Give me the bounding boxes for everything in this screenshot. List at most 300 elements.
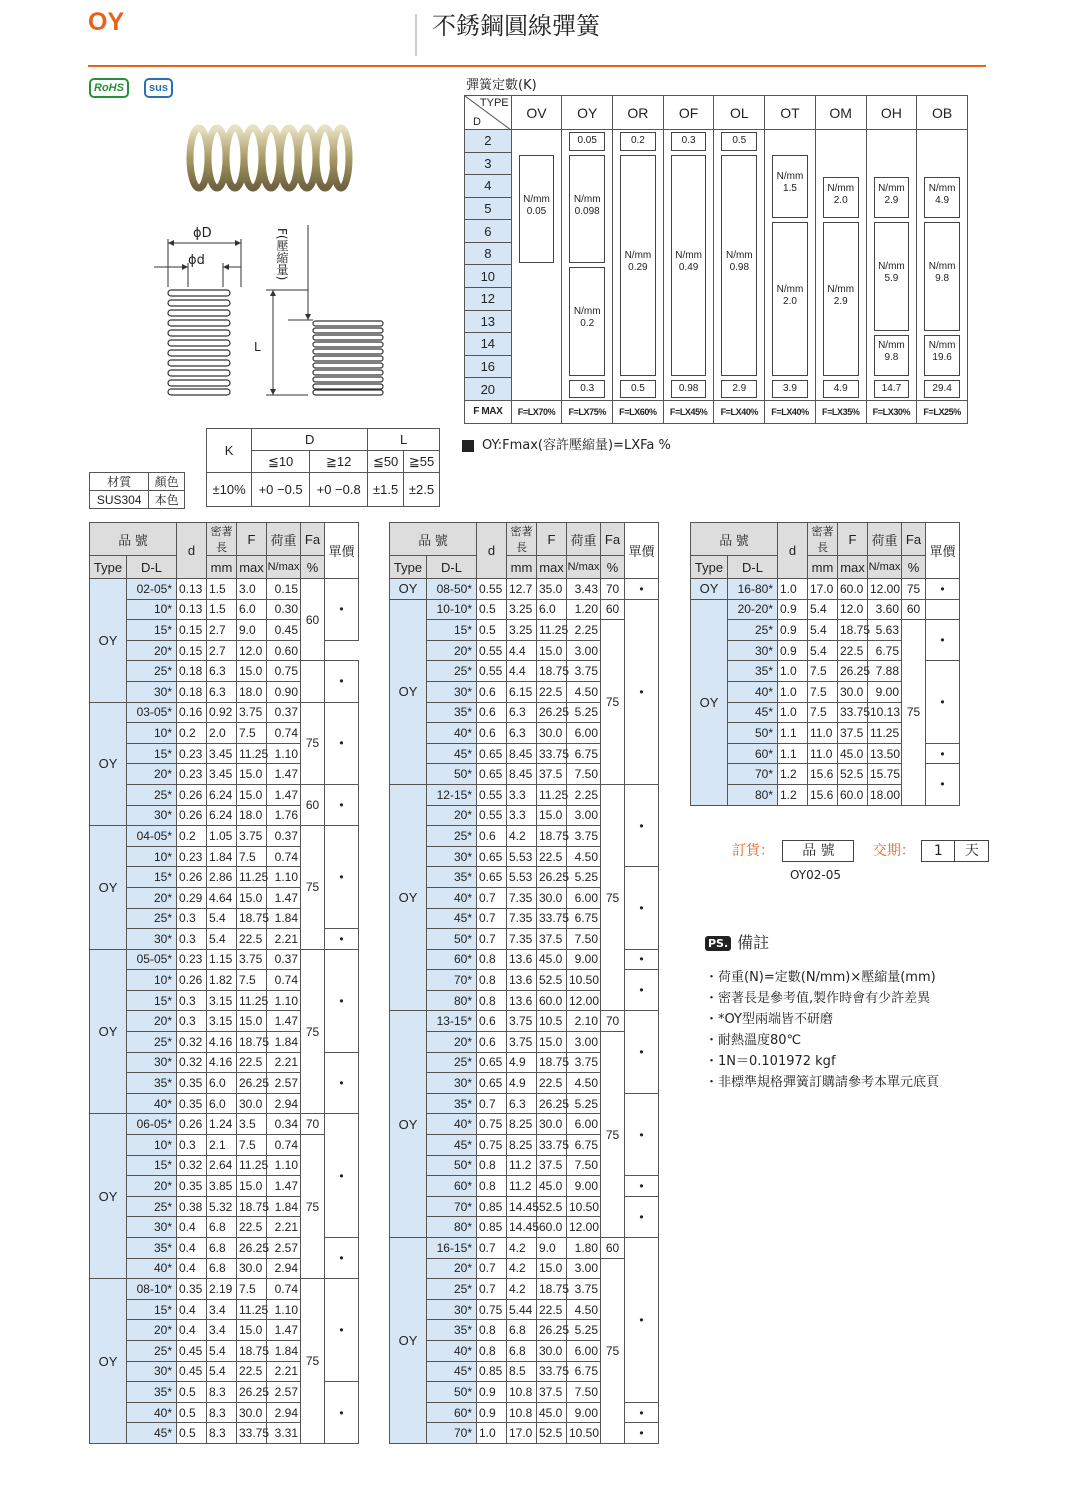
tol-k: ±10% — [207, 473, 252, 507]
d-cell: 0.2 — [177, 723, 207, 744]
k-value-box: 14.7 — [874, 380, 910, 399]
spring-diagram — [148, 215, 398, 405]
dl-cell: 40* — [427, 723, 477, 744]
dense-length-cell: 7.35 — [507, 908, 537, 929]
d-cell: 0.3 — [177, 1011, 207, 1032]
dense-length-cell: 6.15 — [507, 681, 537, 702]
dl-cell: 20* — [427, 1258, 477, 1279]
d-cell: 0.6 — [477, 1032, 507, 1053]
dl-cell: 02-05* — [127, 579, 177, 600]
d-cell: 1.0 — [778, 681, 808, 702]
d-cell: 0.16 — [177, 702, 207, 723]
f-max-cell: 30.0 — [237, 1093, 267, 1114]
load-cell: 2.25 — [567, 784, 601, 805]
dense-length-cell: 17.0 — [507, 1423, 537, 1444]
fmax-value: F=LX70% — [511, 401, 562, 424]
fmax-value: F=LX75% — [562, 401, 613, 424]
col-head-f: F — [537, 523, 567, 556]
f-max-cell: 11.25 — [237, 1299, 267, 1320]
load-cell: 3.31 — [267, 1423, 301, 1444]
dl-cell: 40* — [127, 1093, 177, 1114]
dense-length-cell: 1.82 — [207, 970, 237, 991]
ps-icon: PS. — [705, 936, 731, 951]
dl-cell: 30* — [127, 1361, 177, 1382]
d-cell: 0.23 — [177, 764, 207, 785]
price-cell[interactable]: • — [625, 1011, 659, 1093]
dl-cell: 70* — [427, 1196, 477, 1217]
f-max-cell: 11.25 — [537, 784, 567, 805]
label-outer-diameter: ϕD — [193, 226, 212, 241]
dense-length-cell: 5.4 — [207, 929, 237, 950]
dl-cell: 40* — [427, 1340, 477, 1361]
dl-cell: 50* — [427, 1155, 477, 1176]
load-cell: 2.94 — [267, 1402, 301, 1423]
f-max-cell: 15.0 — [537, 640, 567, 661]
dl-cell: 25* — [127, 661, 177, 682]
d-cell: 0.4 — [177, 1238, 207, 1259]
d-cell: 0.3 — [177, 908, 207, 929]
fa-cell: 75 — [601, 1258, 625, 1443]
sus-badge: sus — [144, 78, 173, 98]
load-cell: 9.00 — [567, 1402, 601, 1423]
dense-length-cell: 11.2 — [507, 1176, 537, 1197]
d-cell: 0.55 — [477, 640, 507, 661]
price-cell[interactable]: • — [926, 620, 960, 661]
dl-cell: 25* — [127, 1196, 177, 1217]
d-value: 20 — [465, 378, 512, 401]
dl-cell: 03-05* — [127, 702, 177, 723]
dense-length-cell: 4.4 — [507, 661, 537, 682]
dl-cell: 15* — [127, 620, 177, 641]
dense-length-cell: 5.53 — [507, 867, 537, 888]
dense-length-cell: 8.3 — [207, 1423, 237, 1444]
f-max-cell: 60.0 — [838, 784, 868, 805]
dl-cell: 45* — [427, 743, 477, 764]
dl-cell: 06-05* — [127, 1114, 177, 1135]
fmax-value: F=LX30% — [866, 401, 917, 424]
price-cell[interactable]: • — [325, 1114, 359, 1238]
type-cell: OY — [390, 1011, 427, 1238]
d-cell: 0.75 — [477, 1299, 507, 1320]
tol-head-d: D — [252, 429, 368, 451]
price-cell[interactable]: • — [625, 1238, 659, 1403]
d-cell: 0.29 — [177, 887, 207, 908]
dense-length-cell: 6.8 — [207, 1258, 237, 1279]
f-max-cell: 37.5 — [537, 1155, 567, 1176]
f-max-cell: 18.75 — [537, 1052, 567, 1073]
dl-cell: 04-05* — [127, 826, 177, 847]
load-cell: 0.90 — [267, 681, 301, 702]
dense-length-cell: 5.32 — [207, 1196, 237, 1217]
col-head-pct: % — [902, 556, 926, 579]
note-item: ・荷重(N)=定數(N/mm)×壓縮量(mm) — [705, 970, 936, 985]
dense-length-cell: 3.25 — [507, 599, 537, 620]
f-max-cell: 15.0 — [537, 1032, 567, 1053]
load-cell: 7.88 — [868, 661, 902, 682]
fa-cell: 70 — [601, 1011, 625, 1032]
fmax-value: F=LX40% — [714, 401, 765, 424]
dl-cell: 20* — [127, 887, 177, 908]
dl-cell: 10* — [127, 846, 177, 867]
dl-cell: 45* — [427, 1135, 477, 1156]
price-cell[interactable]: • — [325, 579, 359, 641]
dl-cell: 35* — [127, 1073, 177, 1094]
dense-length-cell: 6.3 — [207, 681, 237, 702]
f-max-cell: 18.0 — [237, 805, 267, 826]
type-header: OR — [613, 96, 664, 130]
f-max-cell: 26.25 — [237, 1238, 267, 1259]
load-cell: 10.50 — [567, 1423, 601, 1444]
f-max-cell: 11.25 — [537, 620, 567, 641]
f-max-cell: 52.5 — [537, 1196, 567, 1217]
dl-cell: 45* — [427, 1361, 477, 1382]
dl-cell: 80* — [427, 1217, 477, 1238]
header-rule — [88, 65, 986, 67]
load-cell: 18.00 — [868, 784, 902, 805]
d-cell: 0.8 — [477, 1340, 507, 1361]
load-cell: 1.84 — [267, 908, 301, 929]
price-cell[interactable]: • — [325, 661, 359, 702]
type-header: OY — [562, 96, 613, 130]
dense-length-cell: 4.9 — [507, 1052, 537, 1073]
label-length: L — [254, 340, 261, 354]
load-cell: 1.76 — [267, 805, 301, 826]
d-cell: 0.6 — [477, 1011, 507, 1032]
dense-length-cell: 3.4 — [207, 1299, 237, 1320]
fmax-value: F=LX45% — [663, 401, 714, 424]
load-cell: 0.30 — [267, 599, 301, 620]
load-cell: 3.75 — [567, 1052, 601, 1073]
f-max-cell: 7.5 — [237, 1279, 267, 1300]
f-max-cell: 15.0 — [237, 1176, 267, 1197]
k-value-box: 0.05 — [569, 132, 605, 151]
d-cell: 1.1 — [778, 743, 808, 764]
load-cell: 1.84 — [267, 1032, 301, 1053]
load-cell: 3.75 — [567, 826, 601, 847]
col-head-price: 單價 — [625, 523, 659, 579]
price-cell[interactable]: • — [325, 1238, 359, 1279]
k-value-box: 29.4 — [924, 380, 960, 399]
type-cell: OY — [390, 1238, 427, 1444]
d-cell: 1.0 — [778, 702, 808, 723]
label-wire-diameter: ϕd — [188, 253, 205, 268]
load-cell: 0.34 — [267, 1114, 301, 1135]
dense-length-cell: 14.45 — [507, 1217, 537, 1238]
d-value: 14 — [465, 333, 512, 356]
price-cell[interactable]: • — [625, 949, 659, 970]
price-cell[interactable]: • — [926, 743, 960, 764]
price-cell[interactable]: • — [325, 929, 359, 950]
col-head-max: max — [838, 556, 868, 579]
dl-cell: 35* — [127, 1382, 177, 1403]
d-value: 8 — [465, 242, 512, 265]
dl-cell: 50* — [427, 764, 477, 785]
tol-head-k: K — [207, 429, 252, 473]
type-column — [714, 130, 765, 401]
load-cell: 1.10 — [267, 990, 301, 1011]
f-max-cell: 26.25 — [237, 1382, 267, 1403]
load-cell: 3.00 — [567, 1032, 601, 1053]
load-cell: 0.75 — [267, 661, 301, 682]
lead-days-box[interactable]: 1 — [921, 840, 955, 862]
fmax-label: F MAX — [465, 401, 512, 424]
k-value-box: N/mm 0.098 — [569, 155, 605, 264]
col-head-part-number: 品 號 — [390, 523, 477, 556]
dense-length-cell: 5.53 — [507, 846, 537, 867]
f-max-cell: 37.5 — [537, 929, 567, 950]
fa-cell: 75 — [902, 579, 926, 600]
tol-dv1: +0 −0.5 — [252, 473, 310, 507]
fa-cell: 75 — [601, 620, 625, 785]
price-cell[interactable]: • — [926, 579, 960, 600]
k-value-box: N/mm 2.0 — [823, 177, 859, 218]
load-cell: 2.94 — [267, 1093, 301, 1114]
table-row — [390, 1238, 659, 1259]
d-cell: 0.65 — [477, 764, 507, 785]
dl-cell: 30* — [427, 1299, 477, 1320]
dl-cell: 25* — [127, 1340, 177, 1361]
d-cell: 0.7 — [477, 1279, 507, 1300]
dl-cell: 30* — [427, 846, 477, 867]
type-cell: OY — [90, 1279, 127, 1444]
col-head-load: 荷重 — [868, 523, 902, 556]
dl-cell: 25* — [427, 826, 477, 847]
price-cell[interactable]: • — [625, 1402, 659, 1423]
f-max-cell: 18.75 — [237, 1032, 267, 1053]
dense-length-cell: 13.6 — [507, 970, 537, 991]
price-cell[interactable]: • — [325, 784, 359, 825]
f-max-cell: 7.5 — [237, 723, 267, 744]
d-cell: 0.65 — [477, 1052, 507, 1073]
k-value-box: 0.3 — [569, 380, 605, 399]
f-max-cell: 10.5 — [537, 1011, 567, 1032]
price-cell[interactable]: • — [325, 1052, 359, 1114]
order-part-box[interactable]: 品 號 — [782, 840, 854, 862]
price-cell[interactable]: • — [625, 579, 659, 600]
table-row — [691, 620, 960, 641]
dense-length-cell: 1.05 — [207, 826, 237, 847]
dl-cell: 45* — [427, 908, 477, 929]
d-cell: 0.65 — [477, 743, 507, 764]
d-cell: 0.8 — [477, 970, 507, 991]
col-head-d: d — [177, 523, 207, 579]
page-title: 不銹鋼圓線彈簧 — [432, 12, 600, 40]
dense-length-cell: 6.0 — [207, 1093, 237, 1114]
dense-length-cell: 3.75 — [507, 1011, 537, 1032]
k-value-box: N/mm 2.0 — [772, 222, 808, 376]
table-row — [390, 1011, 659, 1032]
price-cell[interactable]: • — [625, 599, 659, 784]
f-max-cell: 22.5 — [237, 1052, 267, 1073]
price-cell[interactable]: • — [325, 826, 359, 929]
load-cell: 3.75 — [567, 661, 601, 682]
f-max-cell: 26.25 — [537, 702, 567, 723]
type-column — [815, 130, 866, 401]
load-cell: 10.13 — [868, 702, 902, 723]
dense-length-cell: 1.5 — [207, 579, 237, 600]
col-head-f: F — [237, 523, 267, 556]
dense-length-cell: 12.7 — [507, 579, 537, 600]
dense-length-cell: 8.45 — [507, 764, 537, 785]
load-cell: 3.00 — [567, 640, 601, 661]
d-cell: 0.7 — [477, 1093, 507, 1114]
d-cell: 0.65 — [477, 846, 507, 867]
d-cell: 0.23 — [177, 846, 207, 867]
dl-cell: 60* — [427, 949, 477, 970]
dense-length-cell: 8.25 — [507, 1135, 537, 1156]
load-cell: 5.25 — [567, 1093, 601, 1114]
f-max-cell: 18.75 — [537, 826, 567, 847]
price-cell[interactable]: • — [625, 1093, 659, 1175]
type-cell: OY — [90, 949, 127, 1114]
dl-cell: 25* — [127, 908, 177, 929]
d-cell: 0.8 — [477, 1320, 507, 1341]
fa-cell: 60 — [601, 1238, 625, 1259]
dl-cell: 30* — [127, 1217, 177, 1238]
dense-length-cell: 4.16 — [207, 1052, 237, 1073]
load-cell: 11.25 — [868, 723, 902, 744]
dl-cell: 10* — [127, 1135, 177, 1156]
price-cell[interactable]: • — [625, 970, 659, 1011]
dense-length-cell: 7.35 — [507, 887, 537, 908]
d-cell: 0.85 — [477, 1217, 507, 1238]
col-head-load: 荷重 — [267, 523, 301, 556]
price-cell[interactable]: • — [926, 661, 960, 743]
k-value-box: N/mm 0.2 — [569, 267, 605, 376]
type-label: TYPE — [479, 97, 509, 109]
col-head-type: Type — [90, 556, 127, 579]
table-row — [90, 949, 359, 970]
load-cell: 4.50 — [567, 1073, 601, 1094]
d-cell: 0.65 — [477, 1073, 507, 1094]
fa-cell: 75 — [301, 1279, 325, 1444]
dense-length-cell: 7.5 — [808, 702, 838, 723]
dense-length-cell: 3.3 — [507, 805, 537, 826]
f-max-cell: 15.0 — [237, 1320, 267, 1341]
d-cell: 0.3 — [177, 929, 207, 950]
fa-cell: 75 — [902, 620, 926, 805]
material-table — [89, 472, 185, 509]
dense-length-cell: 5.44 — [507, 1299, 537, 1320]
price-cell[interactable]: • — [926, 764, 960, 805]
price-cell[interactable] — [926, 599, 960, 620]
k-value-box: N/mm 0.29 — [620, 155, 656, 376]
dense-length-cell: 4.2 — [507, 826, 537, 847]
price-cell[interactable]: • — [325, 702, 359, 784]
dl-cell: 25* — [427, 1279, 477, 1300]
fa-cell: 75 — [601, 1032, 625, 1238]
d-cell: 0.26 — [177, 867, 207, 888]
load-cell: 1.10 — [267, 1155, 301, 1176]
col-head-nmax: N/max — [267, 556, 301, 579]
f-max-cell: 37.5 — [537, 764, 567, 785]
dl-cell: 35* — [127, 1238, 177, 1259]
col-head-d: d — [477, 523, 507, 579]
k-value-box: 0.5 — [721, 132, 757, 151]
dl-cell: 16-80* — [728, 579, 778, 600]
d-cell: 0.5 — [477, 599, 507, 620]
price-cell[interactable]: • — [625, 784, 659, 866]
table-row — [390, 784, 659, 805]
load-cell: 6.00 — [567, 1114, 601, 1135]
price-cell[interactable]: • — [625, 1423, 659, 1444]
d-cell: 0.15 — [177, 620, 207, 641]
price-cell[interactable]: • — [325, 949, 359, 1052]
f-max-cell: 15.0 — [237, 661, 267, 682]
d-cell: 0.9 — [477, 1382, 507, 1403]
load-cell: 1.84 — [267, 1196, 301, 1217]
product-code: OY — [88, 8, 125, 36]
d-cell: 0.35 — [177, 1073, 207, 1094]
dense-length-cell: 4.9 — [507, 1073, 537, 1094]
load-cell: 2.57 — [267, 1238, 301, 1259]
dl-cell: 13-15* — [427, 1011, 477, 1032]
load-cell: 12.00 — [567, 1217, 601, 1238]
d-cell: 1.2 — [778, 764, 808, 785]
f-max-cell: 45.0 — [537, 1402, 567, 1423]
dense-length-cell: 4.64 — [207, 887, 237, 908]
dense-length-cell: 15.6 — [808, 764, 838, 785]
f-max-cell: 9.0 — [237, 620, 267, 641]
col-head-dl: D-L — [728, 556, 778, 579]
load-cell: 4.50 — [567, 1299, 601, 1320]
type-cell: OY — [390, 784, 427, 1011]
load-cell: 4.50 — [567, 846, 601, 867]
d-cell: 0.9 — [778, 599, 808, 620]
price-cell[interactable]: • — [325, 1279, 359, 1382]
load-cell: 6.00 — [567, 887, 601, 908]
dl-cell: 10* — [127, 599, 177, 620]
col-head-fa: Fa — [301, 523, 325, 556]
d-cell: 0.35 — [177, 1279, 207, 1300]
d-cell: 0.8 — [477, 990, 507, 1011]
type-column — [663, 130, 714, 401]
f-max-cell: 33.75 — [537, 1361, 567, 1382]
type-header: OB — [917, 96, 968, 130]
price-cell[interactable]: • — [325, 1382, 359, 1444]
f-max-cell: 30.0 — [537, 887, 567, 908]
f-max-cell: 33.75 — [237, 1423, 267, 1444]
price-cell[interactable]: • — [625, 1196, 659, 1237]
dl-cell: 15* — [127, 1299, 177, 1320]
load-cell: 6.75 — [567, 1361, 601, 1382]
f-max-cell: 22.5 — [237, 1217, 267, 1238]
f-max-cell: 9.0 — [537, 1238, 567, 1259]
f-max-cell: 45.0 — [537, 1176, 567, 1197]
dl-cell: 30* — [427, 681, 477, 702]
f-max-cell: 22.5 — [537, 681, 567, 702]
d-value: 2 — [465, 130, 512, 153]
dense-length-cell: 13.6 — [507, 949, 537, 970]
d-cell: 0.5 — [177, 1402, 207, 1423]
dense-length-cell: 6.24 — [207, 805, 237, 826]
price-cell[interactable]: • — [625, 1176, 659, 1197]
dense-length-cell: 8.3 — [207, 1402, 237, 1423]
load-cell: 10.50 — [567, 1196, 601, 1217]
f-max-cell: 26.25 — [838, 661, 868, 682]
load-cell: 2.57 — [267, 1382, 301, 1403]
load-cell: 9.00 — [567, 1176, 601, 1197]
dense-length-cell: 2.64 — [207, 1155, 237, 1176]
f-max-cell: 22.5 — [838, 640, 868, 661]
price-cell[interactable]: • — [625, 867, 659, 949]
d-value: 3 — [465, 152, 512, 175]
col-head-mm: mm — [207, 556, 237, 579]
order-info — [732, 840, 989, 882]
mat-color: 本色 — [149, 491, 185, 509]
load-cell: 0.15 — [267, 579, 301, 600]
load-cell: 6.00 — [567, 1340, 601, 1361]
